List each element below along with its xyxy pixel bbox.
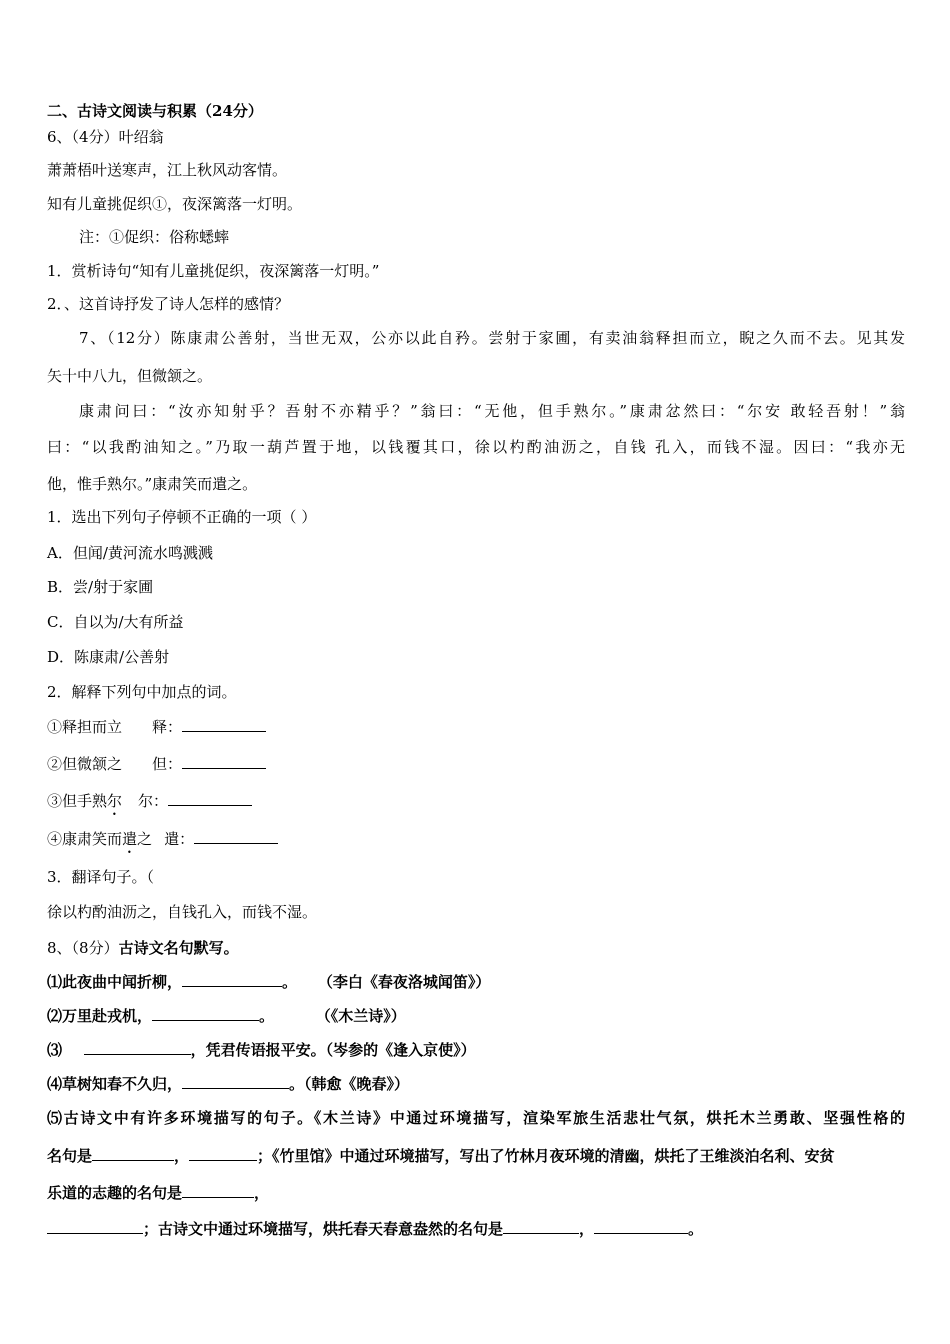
q7-option-a: A．但闻/黄河流水鸣溅溅 <box>47 544 213 562</box>
explain-item <box>47 754 266 782</box>
q7-passage-line: 7、（12分）陈康肃公善射，当世无双，公亦以此自矜。尝射于家圃，有卖油翁释担而立，睨之久而不去。见其发 <box>79 329 905 347</box>
answer-blank[interactable] <box>182 1074 289 1089</box>
q7-option-d: D．陈康肃/公善射 <box>47 648 170 666</box>
recite-text: ；《竹里馆》中通过环境描写，写出了竹林月夜环境的清幽，烘托了王维淡泊名利、安贫 <box>257 1147 835 1165</box>
explain-word: 尔： <box>138 792 169 810</box>
q7-passage-line: 矢十中八九，但微颔之。 <box>47 367 213 385</box>
q7-sub-question-2: 2．解释下列句中加点的词。 <box>47 683 237 701</box>
section-title: 二、古诗文阅读与积累（24分） <box>47 102 263 120</box>
explain-item <box>47 717 266 745</box>
recite-text: 乐道的志趣的名句是 <box>47 1184 183 1202</box>
answer-blank[interactable] <box>182 972 282 987</box>
recite-item-5-line <box>47 1183 269 1203</box>
answer-blank[interactable] <box>92 1146 174 1161</box>
recite-item-prefix: ⑴此夜曲中闻折柳， <box>47 973 183 991</box>
answer-blank[interactable] <box>84 1040 191 1055</box>
answer-blank[interactable] <box>194 829 278 844</box>
q7-sub-question-1: 1．选出下列句子停顿不正确的一项（ ） <box>47 508 317 526</box>
recite-text: ， <box>579 1220 595 1238</box>
explain-num: ② <box>47 755 63 773</box>
explain-dotted-word: 遣 <box>122 830 138 848</box>
explain-dotted-word: 尔 <box>107 792 123 810</box>
recite-item <box>47 972 490 992</box>
q8-header-title: 古诗文名句默写。 <box>118 939 239 957</box>
q7-passage-line: 他，惟手熟尔。”康肃笑而遣之。 <box>47 475 258 493</box>
recite-item <box>47 1040 476 1060</box>
recite-item-prefix: ⑷草树知春不久归， <box>47 1075 183 1093</box>
answer-blank[interactable] <box>47 1219 143 1234</box>
explain-sentence-pre: 康肃笑而 <box>62 830 123 848</box>
explain-num: ④ <box>47 830 63 848</box>
recite-item <box>47 1074 409 1094</box>
explain-word: 遣： <box>164 830 195 848</box>
explain-sentence-pre: 释 <box>62 718 78 736</box>
recite-text: ；古诗文中通过环境描写，烘托春天春意盎然的名句是 <box>143 1220 504 1238</box>
q7-translate-sentence: 徐以杓酌油沥之，自钱孔入，而钱不湿。 <box>47 903 318 921</box>
q7-option-c: C．自以为/大有所益 <box>47 613 184 631</box>
recite-item <box>47 1006 406 1026</box>
explain-sentence-pre: 但 <box>62 755 78 773</box>
recite-item-suffix: 。 （李白《春夜洛城闻笛》） <box>282 973 491 991</box>
answer-blank[interactable] <box>152 1006 259 1021</box>
answer-blank[interactable] <box>182 754 266 769</box>
answer-blank[interactable] <box>168 791 252 806</box>
answer-blank[interactable] <box>594 1219 688 1234</box>
answer-blank[interactable] <box>503 1219 579 1234</box>
q6-sub-question-1: 1．赏析诗句“知有儿童挑促织，夜深篱落一灯明。” <box>47 262 380 280</box>
q7-sub-question-3: 3．翻译句子。（ <box>47 868 155 886</box>
explain-sentence-pre: 但手熟 <box>62 792 108 810</box>
recite-item-5-line: ⑸古诗文中有许多环境描写的句子。《木兰诗》中通过环境描写，渲染军旅生活悲壮气氛，烘托木兰勇敢、坚强性格的 <box>47 1109 905 1127</box>
q6-header: 6、（4分）叶绍翁 <box>47 128 164 146</box>
recite-text: ， <box>254 1184 270 1202</box>
q8-header <box>47 938 239 958</box>
explain-num: ③ <box>47 792 63 810</box>
recite-item-suffix: 。 （《木兰诗》） <box>259 1007 406 1025</box>
q6-sub-question-2: 2．、这首诗抒发了诗人怎样的感情？ <box>47 295 290 313</box>
q7-option-b: B．尝/射于家圃 <box>47 578 154 596</box>
explain-item <box>47 829 278 857</box>
answer-blank[interactable] <box>182 1183 254 1198</box>
recite-text: ， <box>174 1147 190 1165</box>
q6-note: 注：①促织：俗称蟋蟀 <box>79 228 230 246</box>
recite-item-5-line <box>47 1219 703 1239</box>
explain-sentence-post: 担而立 <box>77 718 123 736</box>
recite-item-suffix: ，凭君传语报平安。（岑参的《逢入京使》） <box>190 1041 476 1059</box>
recite-item-suffix: 。（韩愈《晚春》） <box>289 1075 410 1093</box>
recite-item-prefix: ⑶ <box>47 1041 78 1059</box>
recite-text: 名句是 <box>47 1147 93 1165</box>
explain-word: 但： <box>152 755 183 773</box>
recite-item-5-line <box>47 1146 835 1166</box>
explain-word: 释： <box>152 718 183 736</box>
explain-num: ① <box>47 718 63 736</box>
answer-blank[interactable] <box>189 1146 257 1161</box>
q6-poem-line-1: 萧萧梧叶送寒声，江上秋风动客情。 <box>47 161 288 179</box>
recite-text: 。 <box>688 1220 704 1238</box>
explain-sentence-post: 微颔之 <box>77 755 123 773</box>
explain-sentence-post: 之 <box>137 830 153 848</box>
recite-item-prefix: ⑵万里赴戎机， <box>47 1007 153 1025</box>
explain-item <box>47 791 252 819</box>
q7-passage-line: 康肃问曰：“汝亦知射乎？吾射不亦精乎？”翁曰：“无他，但手熟尔。”康肃忿然曰：“尔安 敢轻吾射！”翁 <box>79 402 905 420</box>
q7-passage-line: 曰：“以我酌油知之。”乃取一葫芦置于地，以钱覆其口，徐以杓酌油沥之，自钱 孔入，而钱不湿。因曰：“我亦无 <box>47 438 905 456</box>
answer-blank[interactable] <box>182 717 266 732</box>
q6-poem-line-2: 知有儿童挑促织①，夜深篱落一灯明。 <box>47 195 303 213</box>
q8-header-num: 8、（8分） <box>47 939 119 957</box>
